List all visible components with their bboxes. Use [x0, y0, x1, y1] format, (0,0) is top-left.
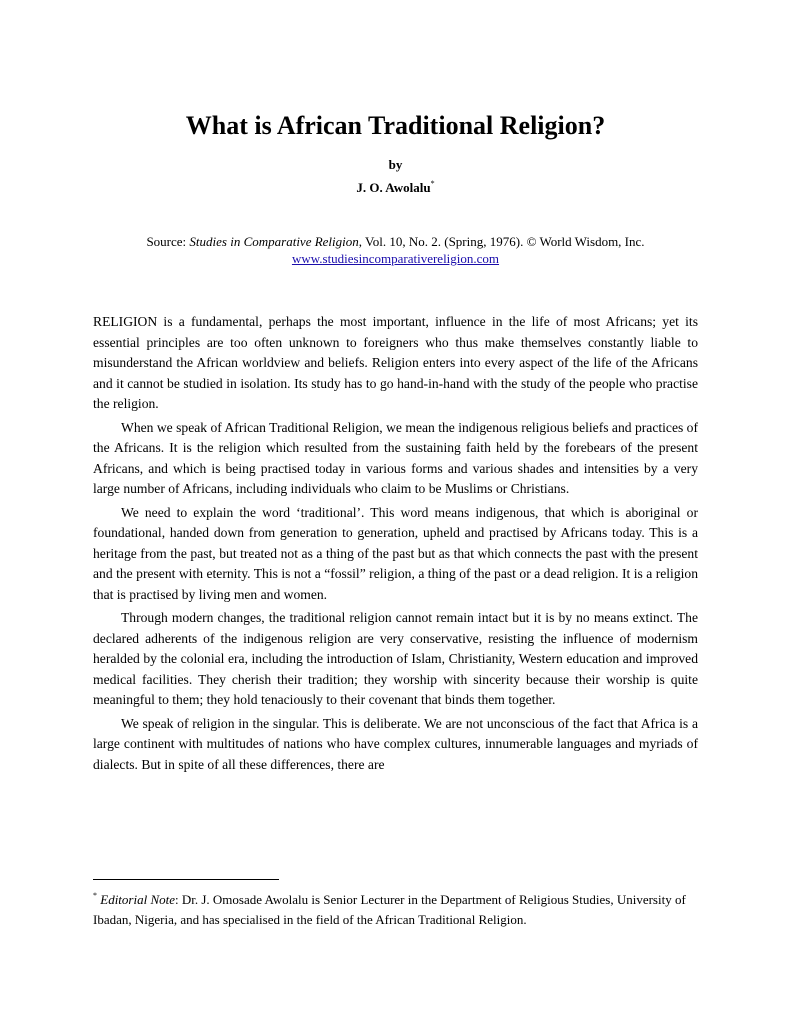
footnote-mark: * [93, 891, 97, 900]
source-link[interactable]: www.studiesincomparativereligion.com [291, 251, 500, 266]
source-citation [0, 233, 791, 250]
source-url-line [0, 250, 791, 267]
footnote-divider [93, 879, 279, 880]
source-details: , Vol. 10, No. 2. (Spring, 1976). © World Wisdom, Inc. [358, 234, 645, 249]
paragraph-4: Through modern changes, the traditional religion cannot remain intact but it is by no means extinct. The declared adherents of the indigenous religion are very conservative, resisting the influence of modernism heralded by the colonial era, including the introduction of Islam, Christianity, Western education and improved medical facilities. They cherish their tradition; they worship with sincerity because their worship is quite meaningful to them; they hold tenaciously to their covenant that binds them together. [93, 610, 698, 707]
paragraph-5: We speak of religion in the singular. This is deliberate. We are not unconscious of the fact that Africa is a large continent with multitudes of nations who have complex cultures, innumerable languages and myriads of dialects. But in spite of all these differences, there are [93, 715, 698, 772]
paragraph-3: We need to explain the word ‘traditional’. This word means indigenous, that which is aboriginal or foundational, handed down from generation to generation, upheld and practised by Africans today. This is a heritage from the past, but treated not as a thing of the past but as that which connects the past with the present and the present with eternity. This is not a “fossil” religion, a thing of the past or a dead religion. It is a religion that is practised by living men and women. [93, 504, 698, 602]
source-label: Source: [146, 234, 190, 249]
paragraph-1: RELIGION is a fundamental, perhaps the most important, influence in the life of most Africans; yet its essential principles are too often unknown to foreigners who thus make themselves constantly liable to misunderstand the African worldview and beliefs. Religion enters into every aspect of the life of the Africans and it cannot be studied in isolation. Its study has to go hand-in-hand with the study of the people who practise the religion. [93, 314, 698, 411]
author-footnote-mark: * [430, 179, 435, 188]
footnote-label: Editorial Note [100, 892, 175, 907]
body-text [93, 312, 698, 778]
paragraph-2: When we speak of African Traditional Religion, we mean the indigenous religious beliefs and practices of the Africans. It is the religion which resulted from the sustaining faith held by the forebears of the present Africans, and which is being practised today in various forms and various shades and intensities by a very large number of Africans, including individuals who claim to be Muslims or Christians. [93, 419, 698, 496]
footnote [93, 890, 698, 930]
document-title: What is African Traditional Religion? [185, 111, 606, 140]
author-name [0, 180, 791, 196]
footnote-text: : Dr. J. Omosade Awolalu is Senior Lecturer in the Department of Religious Studies, University of Ibadan, Nigeria, and has specialised in the field of the African Traditional Religion. [93, 892, 686, 927]
source-journal: Studies in Comparative Religion [189, 234, 359, 249]
byline-by: by [388, 157, 403, 172]
author-text: J. O. Awolalu [356, 180, 431, 195]
